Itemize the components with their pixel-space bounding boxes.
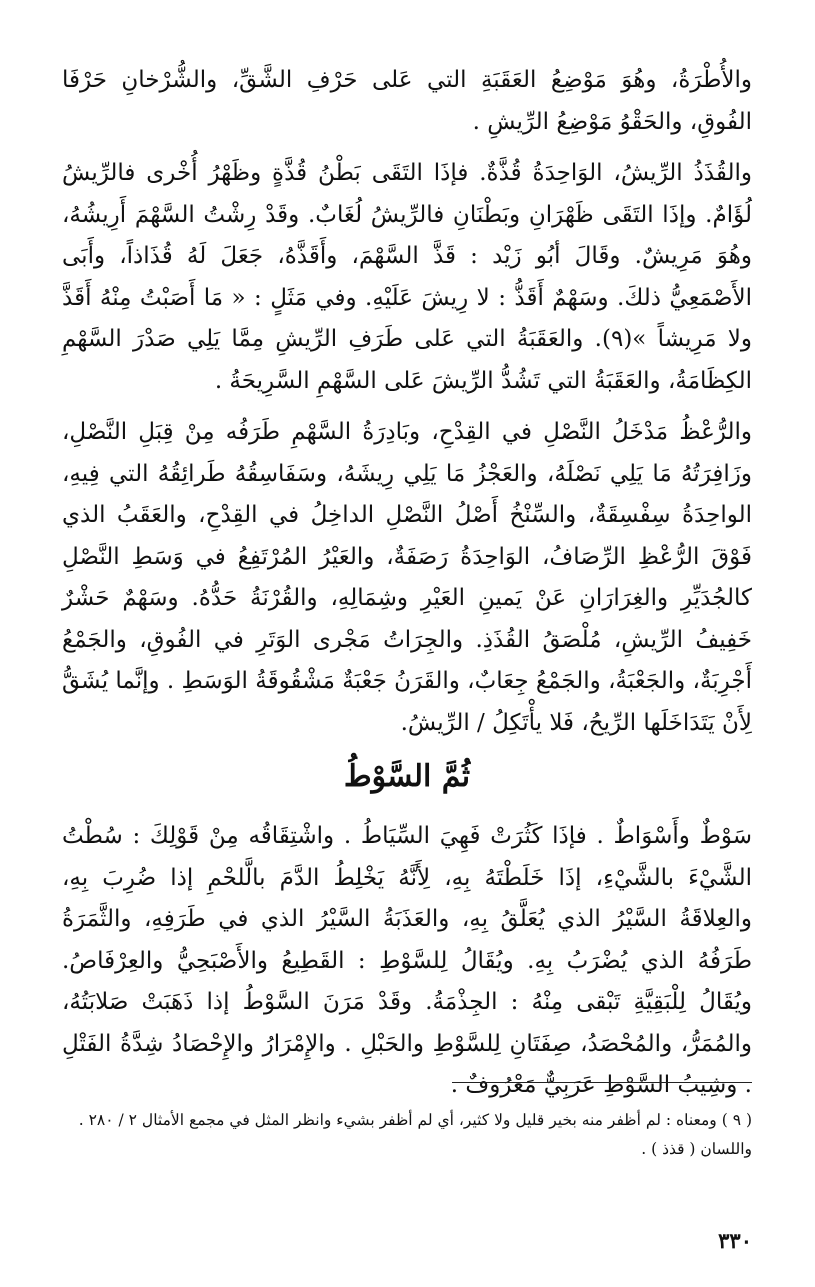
paragraph-arrow-notch: والأُطْرَةُ، وهُوَ مَوْضِعُ العَقَبَةِ التي عَلى حَرْفِ الشَّقِّ، والشُّرْخانِ حَرْفَا الفُوقِ، والحَقْوُ مَوْضِعُ الرِّيشِ .: [62, 67, 752, 135]
footer-area: [62, 0, 752, 1287]
page-number: ٣٣٠: [718, 1228, 752, 1253]
paragraph-whip: سَوْطٌ وأَسْوَاطٌ . فإذَا كَثُرَتْ فَهِيَ السِّيَاطُ . واشْتِقَاقُه مِنْ قَوْلِكَ : سُطْتُ الشَّيْءَ بالشَّيْءِ، إذَا خَلَطْتَهُ بِهِ، لِأَنَّهُ يَخْلِطُ الدَّمَ بالَّلحْمِ إذا ضُرِبَ بِهِ، والعِلاقَةُ السَّيْرُ الذي يُعَلَّقُ بِهِ، والعَذَبَةُ السَّيْرُ الذي في طَرَفِهِ، والثَّمَرَةُ طَرَفُهُ الذي يُضْرَبُ بِهِ. ويُقَالُ لِلسَّوْطِ : القَطِيعُ والأَصْبَحِيُّ والعِرْفَاصُ. ويُقَالُ لِلْبَقِيَّةِ تَبْقى مِنْهُ : الجِذْمَةُ. وقَدْ مَرَنَ السَّوْطُ إذا ذَهَبَتْ صَلابَتُهُ، والمُمَرُّ، والمُحْصَدُ، صِفَتَانِ لِلسَّوْطِ والحَبْلِ . والإِمْرَارُ والإِحْصَادُ شِدَّةُ الفَتْلِ . وشِيبُ السَّوْطِ عَرَبِيٌّ مَعْرُوفٌ .: [62, 823, 752, 1098]
paragraph-arrow-head: والرُّعْظُ مَدْخَلُ النَّصْلِ في القِدْحِ، وبَادِرَةُ السَّهْمِ طَرَفُه مِنْ قِبَلِ النَّصْلِ، وزَافِرَتُهُ مَا يَلِي نَصْلَهُ، والعَجْزُ مَا يَلِي رِيشَهُ، وسَفَاسِقُهُ طَرائِقُهُ التي فِيهِ، الواحِدَةُ سِفْسِقَةٌ، والسِّنْخُ أَصْلُ النَّصْلِ الداخِلُ في القِدْحِ، والعَقَبُ الذي فَوْقَ الرُّعْظِ الرِّصَافُ، الوَاحِدَةُ رَصَفَةٌ، والعَيْرُ المُرْتَفِعُ في وَسَطِ النَّصْلِ كالجُدَيِّرِ والغِرَارَانِ عَنْ يَمينِ العَيْرِ وشِمَالِهِ، والقُرْنَةُ حَدُّهُ. وسَهْمٌ حَشْرٌ خَفِيفُ الرِّيشِ، مُلْصَقُ القُذَذِ. والجِرَاتُ مَجْرى الوَتَرِ في الفُوقِ، والجَمْعُ أَجْرِبَةٌ، والجَعْبَةُ، والجَمْعُ جِعَابٌ، والقَرَنُ جَعْبَةٌ مَشْقُوقَةُ الوَسَطِ . وإنَّما يُشَقُّ لِأَنْ يَتَدَاخَلَها الرِّيحُ، فَلا يأْتَكِلُ / الرِّيشُ.: [62, 419, 752, 736]
footnote-9: ( ٩ ) ومعناه : لم أظفر منه بخير قليل ولا كثير، أي لم أظفر بشيء وانظر المثل في مجمع الأمثال ٢ / ٢٨٠ .: [78, 1111, 752, 1129]
footnote-9-continued: واللسان ( قذذ ) .: [641, 1140, 752, 1158]
section-title: ثُمَّ السَّوْطُ: [343, 759, 471, 794]
footnotes: [62, 1106, 752, 1164]
footnote-divider: [452, 1082, 752, 1083]
paragraph-arrow-feathers: والقُذَذُ الرِّيشُ، الوَاحِدَةُ قُذَّةٌ. فإذَا التَقَى بَطْنُ قُذَّةٍ وظَهْرُ أُخْرى فالرِّيشُ لُؤَامٌ. وإذَا التَقَى ظَهْرَانِ وبَطْنَانِ فالرِّيشُ لُغَابٌ. وقَدْ رِشْتُ السَّهْمَ أَرِيشُهُ، وهُوَ مَرِيشٌ. وقَالَ أبُو زَيْد : قَذَّ السَّهْمَ، وأَقَذَّهُ، جَعَلَ لَهُ قُذَاذاً، وأَبَى الأَصْمَعِيُّ ذلكَ. وسَهْمٌ أَقَذُّ : لا رِيشَ عَلَيْهِ. وفي مَثَلٍ : « مَا أَصَبْتُ مِنْهُ أَقَذَّ ولا مَرِيشاً »(٩). والعَقَبَةُ التي عَلى طَرَفِ الرِّيشِ مِمَّا يَلِي صَدْرَ السَّهْمِ الكِظَامَةُ، والعَقَبَةُ التي تَشُدُّ الرِّيشَ عَلى السَّهْمِ السَّرِيحَةُ .: [62, 160, 752, 394]
